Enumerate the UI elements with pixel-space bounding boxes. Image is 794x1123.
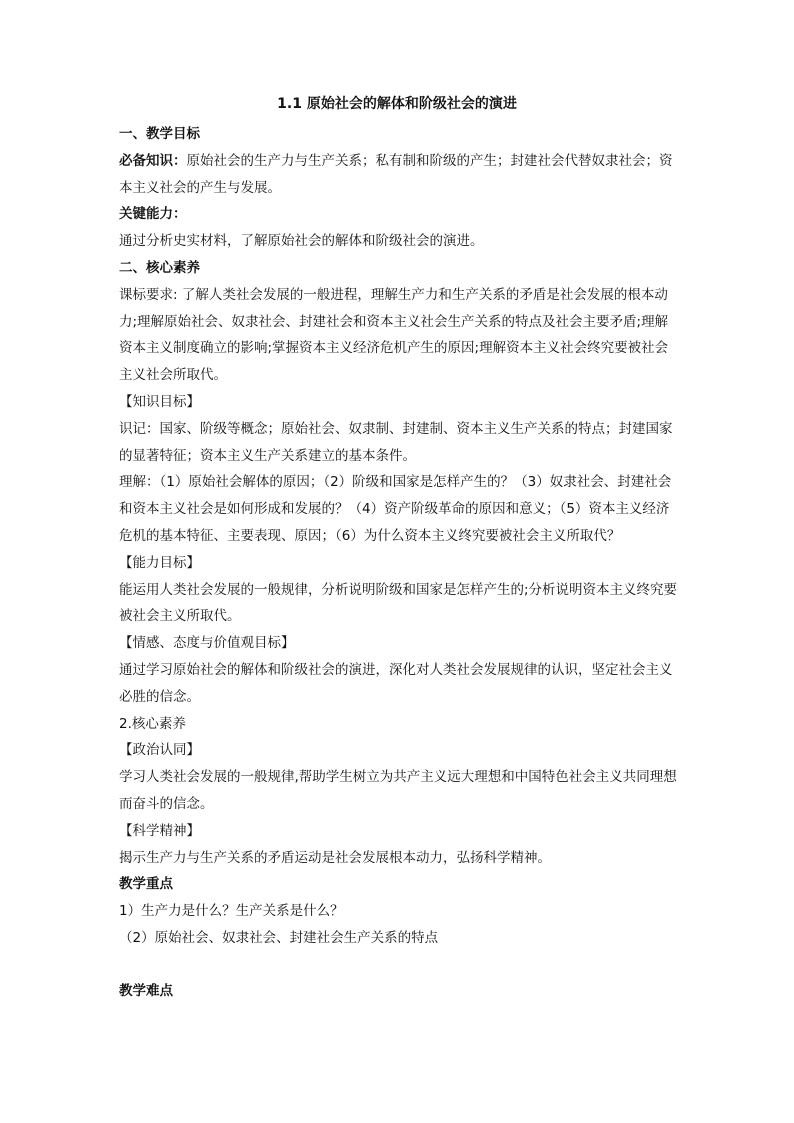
core-literacy-heading: 2.核心素养 bbox=[119, 715, 186, 732]
emotion-goal-heading: 【情感、态度与价值观目标】 bbox=[119, 635, 295, 652]
understand-text: 理解：（1）原始社会解体的原因；（2）阶级和国家是怎样产生的？（3）奴隶社会、封建社会和资本主义社会是如何形成和发展的？（4）资产阶级革命的原因和意义；（5）资本主义经济危机的基本特征、主要表现、原因；（6）为什么资本主义终究要被社会主义所取代？ bbox=[119, 474, 672, 544]
section-heading-teaching-goals: 一、教学目标 bbox=[119, 126, 200, 142]
curriculum-requirement-text: 课标要求: 了解人类社会发展的一般进程，理解生产力和生产关系的矛盾是社会发展的根本动力;理解原始社会、奴隶社会、封建社会和资本主义社会生产关系的特点及社会主要矛盾;理解资本主义制度确立的影响;掌握资本主义经济危机产生的原因;理解资本主义社会终究要被社会主义社会所取代。 bbox=[119, 286, 669, 384]
emotion-goal-text: 通过学习原始社会的解体和阶级社会的演进，深化对人类社会发展规律的认识，坚定社会主义必胜的信念。 bbox=[119, 661, 673, 705]
spacer bbox=[119, 952, 679, 978]
key-ability-label: 关键能力： bbox=[119, 206, 187, 223]
section-heading-core-literacy: 二、核心素养 bbox=[119, 259, 200, 276]
political-identity-text: 学习人类社会发展的一般规律,帮助学生树立为共产主义远大理想和中国特色社会主义共同理想而奋斗的信念。 bbox=[119, 769, 677, 812]
document-body bbox=[119, 121, 679, 1005]
political-identity-heading: 【政治认同】 bbox=[119, 742, 200, 759]
essential-knowledge-text: 原始社会的生产力与生产关系；私有制和阶级的产生；封建社会代替奴隶社会；资本主义社会的产生与发展。 bbox=[119, 152, 673, 196]
essential-knowledge-paragraph bbox=[119, 148, 679, 202]
science-spirit-heading: 【科学精神】 bbox=[119, 822, 200, 839]
key-point-2: （2）原始社会、奴隶社会、封建社会生产关系的特点 bbox=[119, 929, 439, 946]
key-ability-text: 通过分析史实材料，了解原始社会的解体和阶级社会的演进。 bbox=[119, 233, 484, 250]
difficulties-heading: 教学难点 bbox=[119, 982, 173, 999]
key-point-1: 1）生产力是什么？生产关系是什么？ bbox=[119, 903, 344, 920]
memorize-text: 识记：国家、阶级等概念；原始社会、奴隶制、封建制、资本主义生产关系的特点；封建国家的显著特征；资本主义生产关系建立的基本条件。 bbox=[119, 420, 673, 464]
science-spirit-text: 揭示生产力与生产关系的矛盾运动是社会发展根本动力，弘扬科学精神。 bbox=[119, 849, 551, 866]
essential-knowledge-label: 必备知识： bbox=[119, 152, 187, 169]
document-title: 1.1 原始社会的解体和阶级社会的演进 bbox=[277, 96, 517, 112]
key-points-heading: 教学重点 bbox=[119, 876, 173, 893]
ability-goal-text: 能运用人类社会发展的一般规律，分析说明阶级和国家是怎样产生的;分析说明资本主义终究要被社会主义所取代。 bbox=[119, 581, 678, 625]
ability-goal-heading: 【能力目标】 bbox=[119, 554, 200, 571]
knowledge-goal-heading: 【知识目标】 bbox=[119, 393, 200, 410]
